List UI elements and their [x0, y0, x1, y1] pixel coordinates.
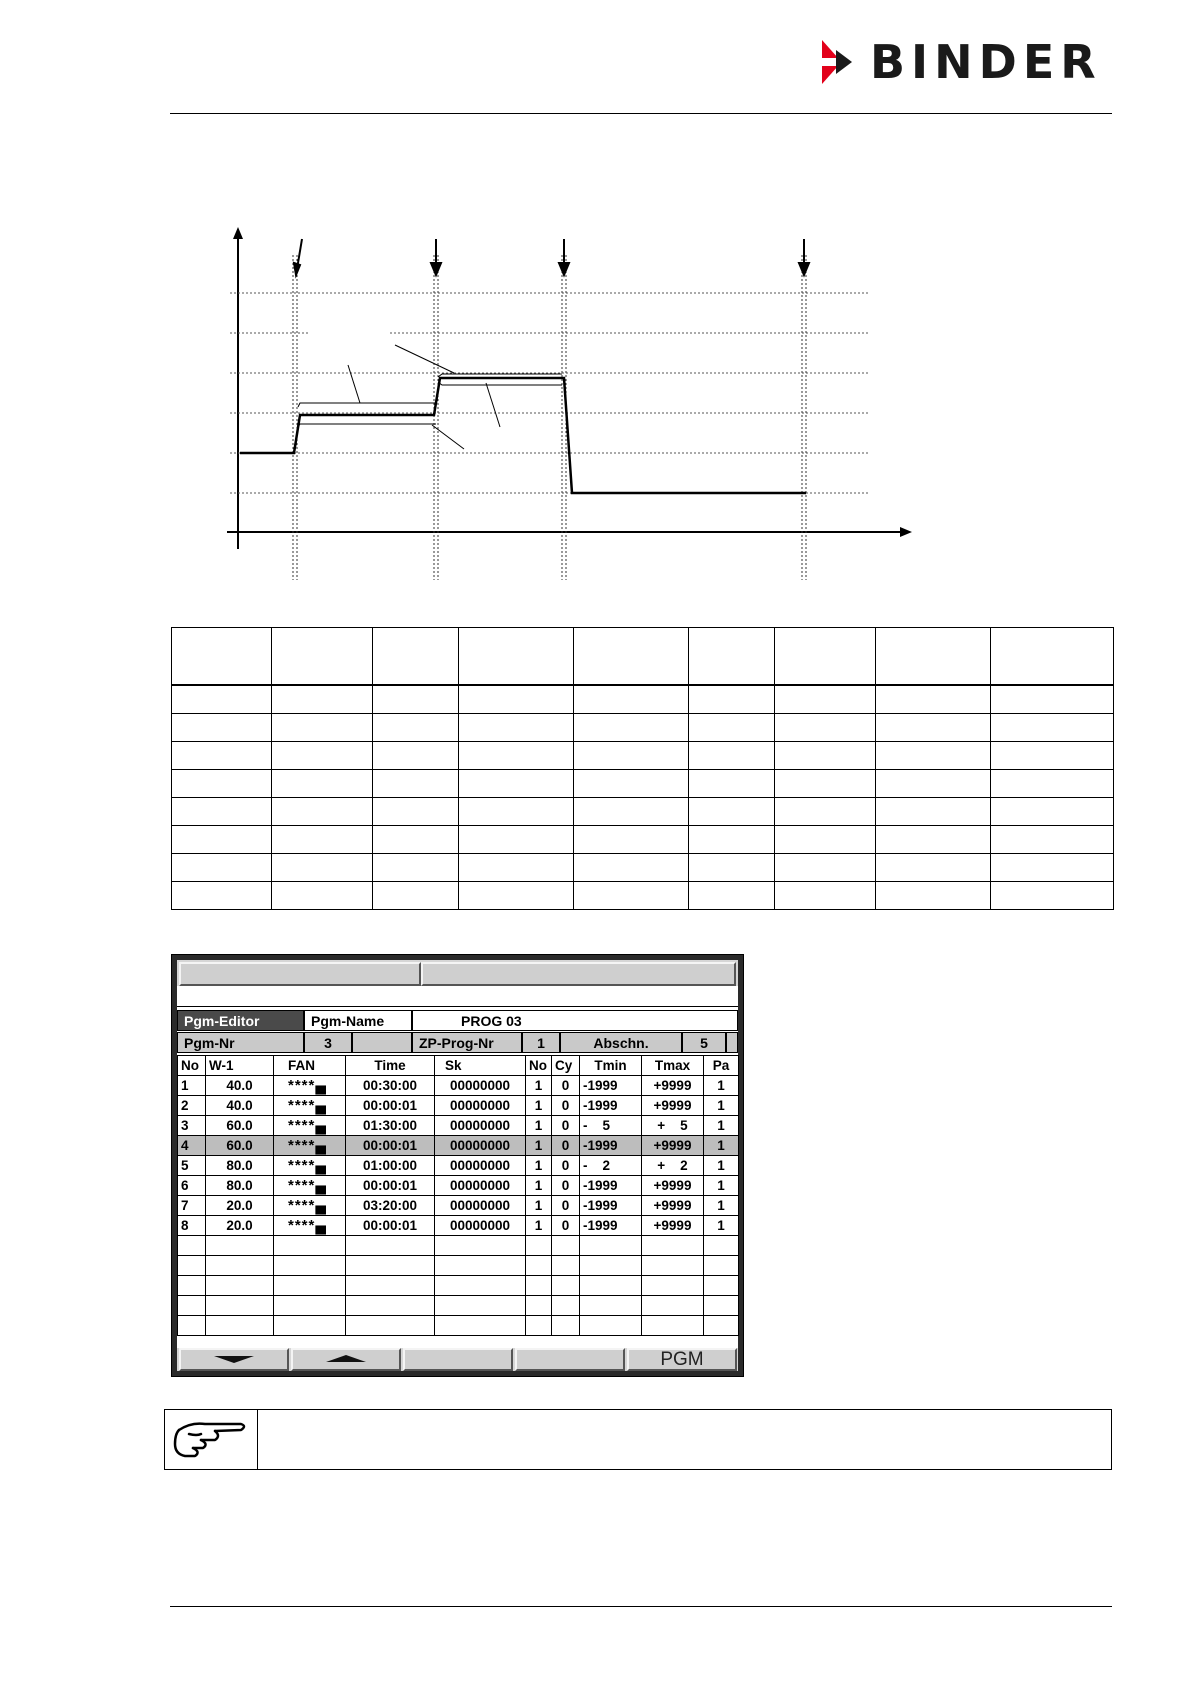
table-cell	[172, 685, 272, 714]
softkey-4-button[interactable]	[515, 1348, 625, 1371]
col-header-time: Time	[346, 1056, 435, 1076]
table-cell	[991, 798, 1114, 826]
table-cell	[435, 1236, 526, 1256]
table-cell	[574, 798, 689, 826]
cell-no2[interactable]: 1	[526, 1076, 552, 1096]
table-cell	[172, 854, 272, 882]
table-cell	[459, 714, 574, 742]
table-cell	[272, 854, 373, 882]
table-cell	[459, 798, 574, 826]
cell-tmin[interactable]: -1999	[580, 1216, 642, 1236]
table-cell	[526, 1276, 552, 1296]
table-cell	[991, 685, 1114, 714]
setpoint-curve	[240, 378, 806, 493]
scroll-down-button[interactable]	[179, 1348, 289, 1371]
cell-w1[interactable]: 80.0	[206, 1176, 274, 1196]
table-cell	[642, 1276, 704, 1296]
table-cell	[876, 854, 991, 882]
table-cell	[704, 1256, 739, 1276]
table-cell	[178, 1296, 206, 1316]
col-header-fan: FAN	[274, 1056, 346, 1076]
cell-tmin[interactable]: - 2	[580, 1156, 642, 1176]
col-header-tmax: Tmax	[642, 1056, 704, 1076]
table-cell	[552, 1276, 580, 1296]
col-header-no: No	[178, 1056, 206, 1076]
table-cell	[346, 1276, 435, 1296]
empty-table-row	[178, 1276, 739, 1296]
table-header-row	[172, 628, 1114, 686]
cell-tmax[interactable]: +9999	[642, 1216, 704, 1236]
table-cell	[689, 798, 775, 826]
marker-arrows-icon	[294, 239, 809, 275]
table-cell	[206, 1256, 274, 1276]
zp-prog-nr-value[interactable]: 1	[522, 1032, 560, 1053]
cell-pa[interactable]: 1	[704, 1116, 739, 1136]
table-cell	[178, 1236, 206, 1256]
table-cell	[172, 742, 272, 770]
table-row	[172, 770, 1114, 798]
cell-fan[interactable]: ****▄	[274, 1116, 346, 1136]
table-cell	[373, 882, 459, 910]
cell-w1[interactable]: 20.0	[206, 1216, 274, 1236]
table-cell	[459, 628, 574, 686]
table-cell	[526, 1256, 552, 1276]
table-cell	[689, 628, 775, 686]
table-cell	[346, 1256, 435, 1276]
table-cell	[552, 1296, 580, 1316]
table-cell	[574, 714, 689, 742]
table-row[interactable]	[178, 1196, 739, 1216]
leader-lines	[348, 345, 500, 449]
x-axis-arrow-icon	[900, 527, 912, 537]
table-cell	[172, 826, 272, 854]
note-box	[164, 1409, 1112, 1470]
pointing-hand-icon	[171, 1414, 251, 1466]
cell-w1[interactable]: 20.0	[206, 1196, 274, 1216]
cell-cy[interactable]: 0	[552, 1136, 580, 1156]
table-cell	[206, 1236, 274, 1256]
empty-table-row	[178, 1316, 739, 1336]
cell-cy[interactable]: 0	[552, 1116, 580, 1136]
cell-time[interactable]: 00:30:00	[346, 1076, 435, 1096]
pgm-nr-value[interactable]: 3	[304, 1032, 352, 1053]
table-row	[172, 882, 1114, 910]
cell-no2[interactable]: 1	[526, 1156, 552, 1176]
program-sections-table	[177, 1055, 739, 1336]
cell-tmax[interactable]: +9999	[642, 1136, 704, 1156]
table-cell	[373, 854, 459, 882]
table-cell	[172, 770, 272, 798]
zp-prog-nr-label: ZP-Prog-Nr	[412, 1032, 522, 1053]
cell-no[interactable]: 7	[178, 1196, 206, 1216]
table-cell	[373, 742, 459, 770]
cell-tmin[interactable]: -1999	[580, 1076, 642, 1096]
table-cell	[272, 685, 373, 714]
arrow-up-icon	[326, 1355, 366, 1362]
cell-tmax[interactable]: +9999	[642, 1096, 704, 1116]
cell-no[interactable]: 4	[178, 1136, 206, 1156]
table-row[interactable]	[178, 1116, 739, 1136]
cell-no2[interactable]: 1	[526, 1116, 552, 1136]
cell-pa[interactable]: 1	[704, 1196, 739, 1216]
cell-tmin[interactable]: -1999	[580, 1096, 642, 1116]
table-cell	[574, 742, 689, 770]
table-cell	[580, 1276, 642, 1296]
table-cell	[775, 685, 876, 714]
program-spec-table	[171, 627, 1114, 910]
table-cell	[178, 1316, 206, 1336]
table-row	[172, 742, 1114, 770]
cell-time[interactable]: 00:00:01	[346, 1136, 435, 1156]
pgm-name-field[interactable]: PROG 03	[412, 1010, 738, 1031]
table-cell	[346, 1316, 435, 1336]
table-cell	[272, 770, 373, 798]
cell-no[interactable]: 8	[178, 1216, 206, 1236]
cell-tmax[interactable]: +9999	[642, 1076, 704, 1096]
cell-no2[interactable]: 1	[526, 1096, 552, 1116]
table-cell	[178, 1256, 206, 1276]
col-header-w1: W-1	[206, 1056, 274, 1076]
table-cell	[435, 1316, 526, 1336]
table-cell	[574, 882, 689, 910]
cell-sk[interactable]: 00000000	[435, 1216, 526, 1236]
cell-pa[interactable]: 1	[704, 1156, 739, 1176]
table-cell	[642, 1316, 704, 1336]
table-cell	[552, 1316, 580, 1336]
table-cell	[373, 685, 459, 714]
table-cell	[580, 1256, 642, 1276]
spacer-cell	[352, 1032, 412, 1053]
y-axis-arrow-icon	[233, 227, 243, 239]
brand-wordmark: BINDER	[870, 35, 1102, 89]
table-cell	[574, 628, 689, 686]
cell-no[interactable]: 5	[178, 1156, 206, 1176]
footer-rule	[170, 1606, 1112, 1607]
editor-info-row	[177, 1032, 738, 1053]
table-cell	[775, 826, 876, 854]
cell-sk[interactable]: 00000000	[435, 1196, 526, 1216]
table-cell	[373, 826, 459, 854]
header-rule	[170, 113, 1112, 114]
cell-pa[interactable]: 1	[704, 1076, 739, 1096]
cell-sk[interactable]: 00000000	[435, 1176, 526, 1196]
col-header-cy: Cy	[552, 1056, 580, 1076]
cell-cy[interactable]: 0	[552, 1156, 580, 1176]
table-cell	[991, 628, 1114, 686]
pgm-editor-label: Pgm-Editor	[177, 1010, 304, 1031]
note-icon-cell	[165, 1410, 258, 1469]
table-row[interactable]	[178, 1096, 739, 1116]
softkey-bar	[177, 1348, 738, 1371]
cell-pa[interactable]: 1	[704, 1216, 739, 1236]
table-cell	[991, 742, 1114, 770]
table-cell	[876, 628, 991, 686]
table-row	[172, 714, 1114, 742]
table-cell	[704, 1296, 739, 1316]
table-cell	[689, 826, 775, 854]
table-cell	[274, 1316, 346, 1336]
table-cell	[775, 854, 876, 882]
tolerance-band	[298, 374, 562, 427]
table-row	[172, 826, 1114, 854]
pgm-name-label: Pgm-Name	[304, 1010, 412, 1031]
cell-w1[interactable]: 60.0	[206, 1116, 274, 1136]
table-cell	[526, 1296, 552, 1316]
table-cell	[775, 628, 876, 686]
table-cell	[206, 1316, 274, 1336]
table-cell	[991, 854, 1114, 882]
table-cell	[272, 628, 373, 686]
table-cell	[876, 742, 991, 770]
cell-tmin[interactable]: -1999	[580, 1176, 642, 1196]
table-cell	[689, 685, 775, 714]
message-line	[177, 988, 738, 1007]
table-cell	[775, 742, 876, 770]
cell-time[interactable]: 01:30:00	[346, 1116, 435, 1136]
table-cell	[526, 1316, 552, 1336]
cell-tmax[interactable]: + 2	[642, 1156, 704, 1176]
table-cell	[172, 628, 272, 686]
cell-sk[interactable]: 00000000	[435, 1136, 526, 1156]
table-cell	[373, 798, 459, 826]
table-cell	[574, 770, 689, 798]
cell-no[interactable]: 1	[178, 1076, 206, 1096]
table-cell	[552, 1256, 580, 1276]
table-cell	[274, 1296, 346, 1316]
col-header-tmin: Tmin	[580, 1056, 642, 1076]
empty-table-row	[178, 1236, 739, 1256]
cell-tmax[interactable]: +9999	[642, 1196, 704, 1216]
cell-tmax[interactable]: + 5	[642, 1116, 704, 1136]
table-cell	[876, 882, 991, 910]
table-cell	[272, 714, 373, 742]
cell-w1[interactable]: 80.0	[206, 1156, 274, 1176]
cell-w1[interactable]: 60.0	[206, 1136, 274, 1156]
table-cell	[459, 770, 574, 798]
cell-tmax[interactable]: +9999	[642, 1176, 704, 1196]
empty-table-row	[178, 1296, 739, 1316]
cell-no2[interactable]: 1	[526, 1196, 552, 1216]
table-cell	[689, 854, 775, 882]
cell-cy[interactable]: 0	[552, 1176, 580, 1196]
table-cell	[435, 1256, 526, 1276]
table-row[interactable]	[178, 1216, 739, 1236]
table-cell	[704, 1236, 739, 1256]
cell-time[interactable]: 03:20:00	[346, 1196, 435, 1216]
table-cell	[459, 826, 574, 854]
cell-time[interactable]: 00:00:01	[346, 1096, 435, 1116]
table-cell	[876, 826, 991, 854]
cell-cy[interactable]: 0	[552, 1216, 580, 1236]
softkey-3-button[interactable]	[403, 1348, 513, 1371]
table-cell	[274, 1236, 346, 1256]
cell-fan[interactable]: ****▄	[274, 1176, 346, 1196]
cell-fan[interactable]: ****▄	[274, 1156, 346, 1176]
cell-cy[interactable]: 0	[552, 1096, 580, 1116]
cell-pa[interactable]: 1	[704, 1136, 739, 1156]
table-cell	[642, 1296, 704, 1316]
cell-sk[interactable]: 00000000	[435, 1116, 526, 1136]
table-cell	[172, 882, 272, 910]
pgm-nr-label: Pgm-Nr	[177, 1032, 304, 1053]
table-cell	[459, 685, 574, 714]
table-cell	[775, 882, 876, 910]
screen-tab-right[interactable]	[421, 962, 736, 986]
editor-header-row	[177, 1010, 738, 1031]
scroll-up-button[interactable]	[291, 1348, 401, 1371]
table-cell	[704, 1276, 739, 1296]
table-cell	[206, 1296, 274, 1316]
table-cell	[272, 882, 373, 910]
table-cell	[178, 1276, 206, 1296]
cell-w1[interactable]: 40.0	[206, 1076, 274, 1096]
table-cell	[580, 1296, 642, 1316]
table-cell	[704, 1316, 739, 1336]
binder-logo-mark-icon	[822, 38, 866, 86]
table-cell	[775, 770, 876, 798]
table-row	[172, 798, 1114, 826]
program-editor-screen	[171, 954, 744, 1377]
col-header-sk: Sk	[435, 1056, 526, 1076]
table-cell	[346, 1236, 435, 1256]
cell-sk[interactable]: 00000000	[435, 1156, 526, 1176]
program-graph	[220, 225, 920, 585]
cell-fan[interactable]: ****▄	[274, 1076, 346, 1096]
col-header-no2: No	[526, 1056, 552, 1076]
cell-tmin[interactable]: -1999	[580, 1196, 642, 1216]
grid-lines	[230, 293, 870, 493]
pgm-button[interactable]: PGM	[627, 1348, 737, 1371]
table-cell	[574, 826, 689, 854]
cell-fan[interactable]: ****▄	[274, 1196, 346, 1216]
cell-no2[interactable]: 1	[526, 1136, 552, 1156]
empty-table-row	[178, 1256, 739, 1276]
cell-pa[interactable]: 1	[704, 1176, 739, 1196]
cell-fan[interactable]: ****▄	[274, 1096, 346, 1116]
cell-tmin[interactable]: -1999	[580, 1136, 642, 1156]
table-cell	[526, 1236, 552, 1256]
table-cell	[346, 1296, 435, 1316]
table-cell	[689, 770, 775, 798]
table-cell	[373, 770, 459, 798]
table-header-row	[178, 1056, 739, 1076]
cell-cy[interactable]: 0	[552, 1196, 580, 1216]
screen-tab-left[interactable]	[179, 962, 421, 986]
table-cell	[272, 742, 373, 770]
table-cell	[775, 798, 876, 826]
table-cell	[689, 882, 775, 910]
table-cell	[574, 685, 689, 714]
cell-sk[interactable]: 00000000	[435, 1076, 526, 1096]
table-cell	[991, 770, 1114, 798]
table-cell	[689, 714, 775, 742]
cell-tmin[interactable]: - 5	[580, 1116, 642, 1136]
col-header-pa: Pa	[704, 1056, 739, 1076]
cell-no2[interactable]: 1	[526, 1176, 552, 1196]
cell-no2[interactable]: 1	[526, 1216, 552, 1236]
table-row[interactable]	[178, 1076, 739, 1096]
table-cell	[876, 798, 991, 826]
table-cell	[574, 854, 689, 882]
binder-logo	[822, 35, 1112, 89]
cell-time[interactable]: 00:00:01	[346, 1216, 435, 1236]
table-cell	[775, 714, 876, 742]
cell-no[interactable]: 3	[178, 1116, 206, 1136]
table-cell	[876, 770, 991, 798]
cell-fan[interactable]: ****▄	[274, 1136, 346, 1156]
table-cell	[876, 685, 991, 714]
table-cell	[876, 714, 991, 742]
table-cell	[991, 714, 1114, 742]
table-cell	[274, 1256, 346, 1276]
cell-w1[interactable]: 40.0	[206, 1096, 274, 1116]
table-cell	[642, 1236, 704, 1256]
table-cell	[435, 1296, 526, 1316]
table-cell	[580, 1236, 642, 1256]
cell-no[interactable]: 6	[178, 1176, 206, 1196]
abschn-label: Abschn.	[560, 1032, 682, 1053]
table-cell	[206, 1276, 274, 1296]
table-cell	[272, 798, 373, 826]
table-cell	[274, 1276, 346, 1296]
table-cell	[373, 714, 459, 742]
cell-time[interactable]: 00:00:01	[346, 1176, 435, 1196]
abschn-value[interactable]: 5	[682, 1032, 726, 1053]
table-cell	[435, 1276, 526, 1296]
table-cell	[459, 742, 574, 770]
cell-time[interactable]: 01:00:00	[346, 1156, 435, 1176]
table-row[interactable]	[178, 1136, 739, 1156]
table-cell	[373, 628, 459, 686]
cell-pa[interactable]: 1	[704, 1096, 739, 1116]
table-row[interactable]	[178, 1156, 739, 1176]
table-cell	[172, 714, 272, 742]
table-cell	[642, 1256, 704, 1276]
table-cell	[172, 798, 272, 826]
table-row	[172, 854, 1114, 882]
table-cell	[580, 1316, 642, 1336]
cell-sk[interactable]: 00000000	[435, 1096, 526, 1116]
table-cell	[991, 882, 1114, 910]
arrow-down-icon	[214, 1356, 254, 1363]
table-cell	[272, 826, 373, 854]
cell-fan[interactable]: ****▄	[274, 1216, 346, 1236]
table-cell	[459, 854, 574, 882]
table-cell	[991, 826, 1114, 854]
table-row[interactable]	[178, 1176, 739, 1196]
spacer-cell	[726, 1032, 738, 1053]
table-cell	[459, 882, 574, 910]
table-row	[172, 685, 1114, 714]
cell-no[interactable]: 2	[178, 1096, 206, 1116]
table-cell	[689, 742, 775, 770]
table-cell	[552, 1236, 580, 1256]
screen-tab-bar	[177, 960, 738, 986]
cell-cy[interactable]: 0	[552, 1076, 580, 1096]
